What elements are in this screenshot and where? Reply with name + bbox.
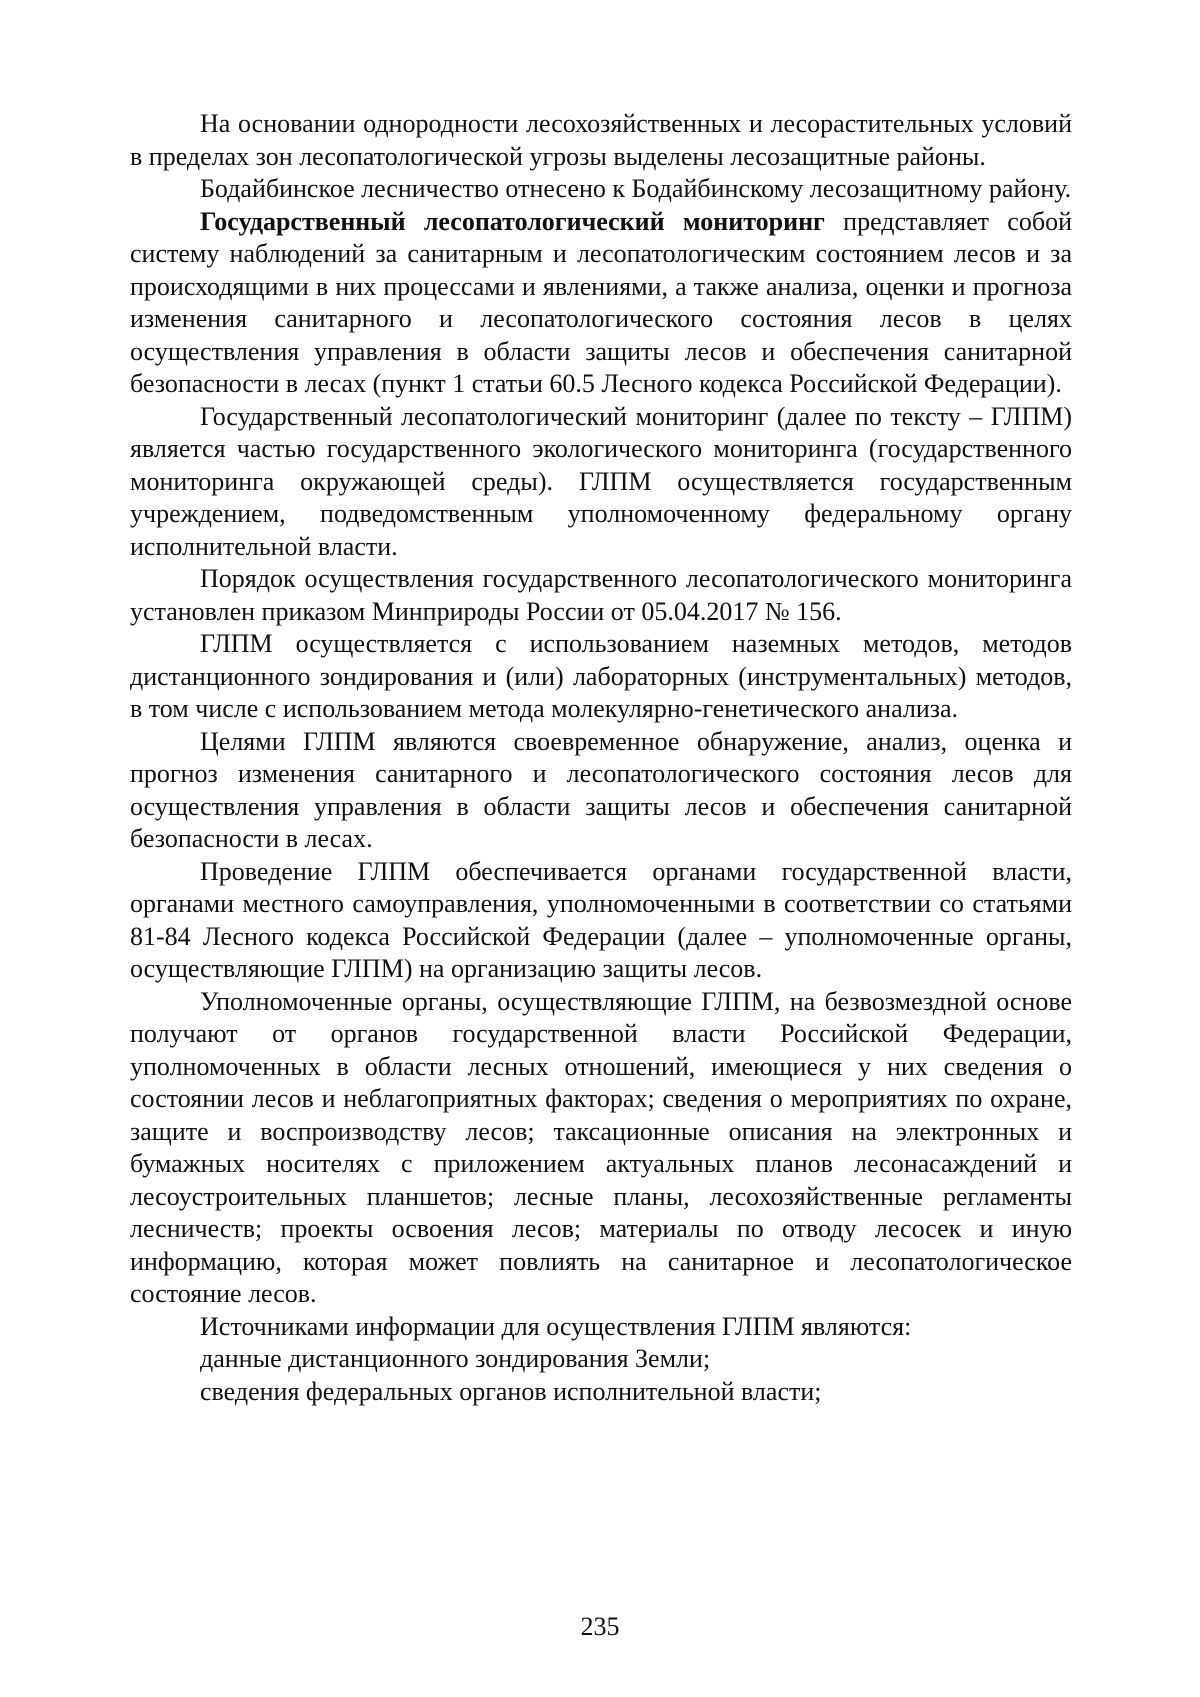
paragraph-10: Источниками информации для осуществления ГЛПМ являются: <box>200 1311 912 1341</box>
paragraph-6: ГЛПМ осуществляется с использованием наземных методов, методов дистанционного зондирования и (или) лабораторных (инструментальных) методов, в том числе с использованием метода молекулярно-генетического анализа. <box>130 629 1072 723</box>
paragraph-3-text: представляет собой систему наблюдений за санитарным и лесопатологическим состоянием лесов и за происходящими в них процессами и явлениями, а также анализа, оценки и прогноза изменения санитарного и лесопатологического состояния лесов в целях осуществления управления в области защиты лесов и обеспечения санитарной безопасности в лесах (пункт 1 статьи 60.5 Лесного кодекса Российской Федерации). <box>130 206 1072 398</box>
paragraph-3 <box>130 206 1072 401</box>
page-number: 235 <box>580 1612 620 1641</box>
paragraph-8: Проведение ГЛПМ обеспечивается органами государственной власти, органами местного самоуправления, уполномоченными в соответствии со статьями 81-84 Лесного кодекса Российской Федерации (далее – уполномоченные органы, осуществляющие ГЛПМ) на организацию защиты лесов. <box>130 856 1072 983</box>
list-item-federal-bodies: сведения федеральных органов исполнительной власти; <box>200 1376 822 1406</box>
paragraph-7: Целями ГЛПМ являются своевременное обнаружение, анализ, оценка и прогноз изменения санитарного и лесопатологического состояния лесов для осуществления управления в области защиты лесов и обеспечения санитарной безопасности в лесах. <box>130 726 1072 853</box>
paragraph-3-term: Государственный лесопатологический мониторинг <box>200 206 825 236</box>
document-body <box>130 108 1072 1408</box>
paragraph-4: Государственный лесопатологический мониторинг (далее по тексту – ГЛПМ) является частью государственного экологического мониторинга (государственного мониторинга окружающей среды). ГЛПМ осуществляется государственным учреждением, подведомственным уполномоченному федеральному органу исполнительной власти. <box>130 401 1072 561</box>
paragraph-9: Уполномоченные органы, осуществляющие ГЛПМ, на безвозмездной основе получают от органов государственной власти Российской Федерации, уполномоченных в области лесных отношений, имеющиеся у них сведения о состоянии лесов и неблагоприятных факторах; сведения о мероприятиях по охране, защите и воспроизводству лесов; таксационные описания на электронных и бумажных носителях с приложением актуальных планов лесонасаждений и лесоустроительных планшетов; лесные планы, лесохозяйственные регламенты лесничеств; проекты освоения лесов; материалы по отводу лесосек и иную информацию, которая может повлиять на санитарное и лесопатологическое состояние лесов. <box>130 986 1072 1308</box>
list-item-remote-sensing: данные дистанционного зондирования Земли; <box>200 1344 711 1373</box>
paragraph-1: На основании однородности лесохозяйственных и лесорастительных условий в пределах зон лесопатологической угрозы выделены лесозащитные районы. <box>130 109 1072 171</box>
paragraph-2: Бодайбинское лесничество отнесено к Бодайбинскому лесозащитному району. <box>200 174 1072 203</box>
paragraph-5: Порядок осуществления государственного лесопатологического мониторинга установлен приказом Минприроды России от 05.04.2017 № 156. <box>130 564 1072 626</box>
